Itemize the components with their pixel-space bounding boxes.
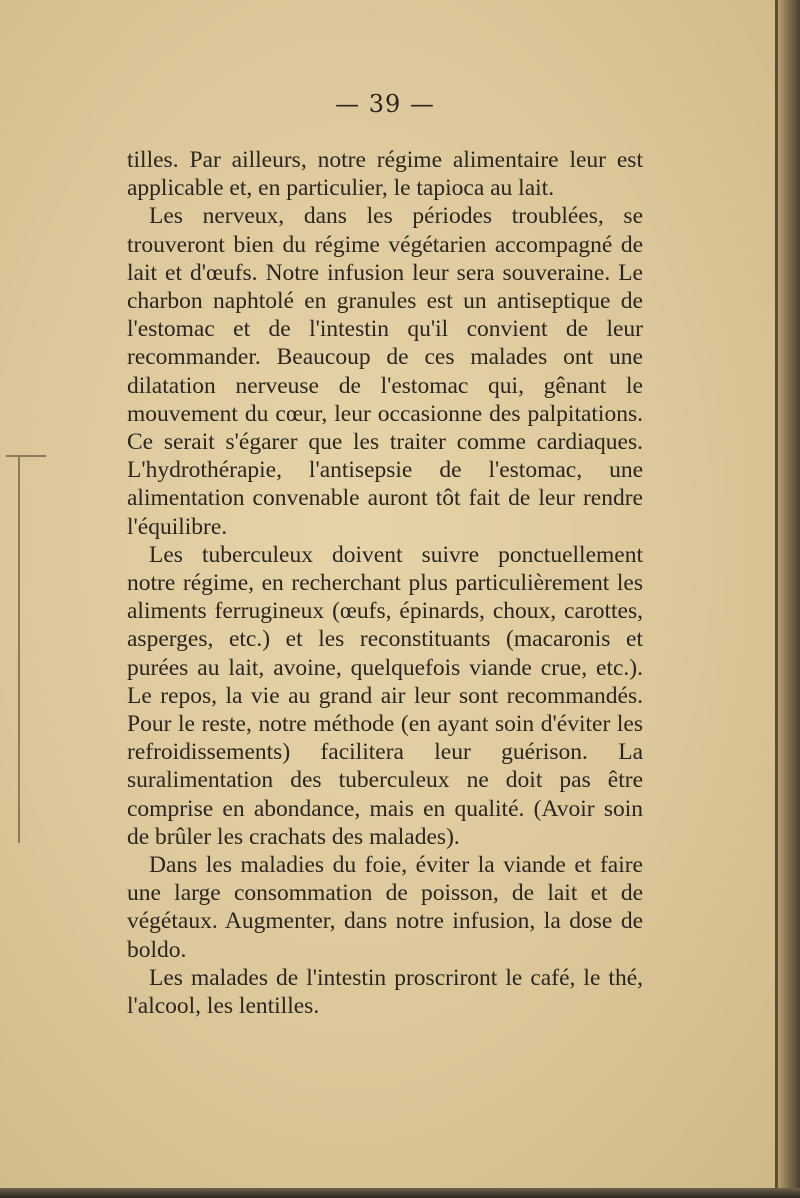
book-binding bbox=[778, 0, 800, 1198]
page-number: — 39 — bbox=[335, 90, 435, 118]
paragraph-4: Dans les maladies du foie, éviter la viande et faire une large consommation de poisson, de lait et de végétaux. Augmenter, dans notre infusion, la dose de boldo. bbox=[127, 852, 643, 963]
body-text bbox=[127, 146, 643, 1020]
paragraph-5: Les malades de l'intestin proscriront le café, le thé, l'alcool, les lentilles. bbox=[127, 964, 643, 1020]
paragraph-3: Les tuberculeux doivent suivre ponctuellement notre régime, en recherchant plus particulièrement les aliments ferrugineux (œufs, épinards, choux, carottes, asperges, etc.) et les reconstituants (macaronis et purées au lait, avoine, quelquefois viande crue, etc.). Le repos, la vie au grand air leur sont recommandés. Pour le reste, notre méthode (en ayant soin d'éviter les refroidissements) facilitera leur guérison. La suralimentation des tuberculeux ne doit pas être comprise en abondance, mais en qualité. (Avoir soin de brûler les crachats des malades). bbox=[127, 541, 643, 850]
paragraph-1: tilles. Par ailleurs, notre régime alimentaire leur est applicable et, en particulier, le tapioca au lait. bbox=[127, 147, 643, 202]
margin-tick bbox=[6, 455, 46, 457]
margin-rule bbox=[18, 455, 20, 843]
paragraph-2: Les nerveux, dans les périodes troublées, se trouveront bien du régime végétarien accompagné de lait et d'œufs. Notre infusion leur sera souveraine. Le charbon naphtolé en granules est un antiseptique de l'estomac et de l'intestin qu'il convient de leur recommander. Beaucoup de ces malades ont une dilatation nerveuse de l'estomac qui, gênant le mouvement du cœur, leur occasionne des palpitations. Ce serait s'égarer que les traiter comme cardiaques. L'hydrothérapie, l'antisepsie de l'estomac, une alimentation convenable auront tôt fait de leur rendre l'équilibre. bbox=[127, 203, 643, 540]
page-bottom-edge bbox=[0, 1188, 800, 1198]
